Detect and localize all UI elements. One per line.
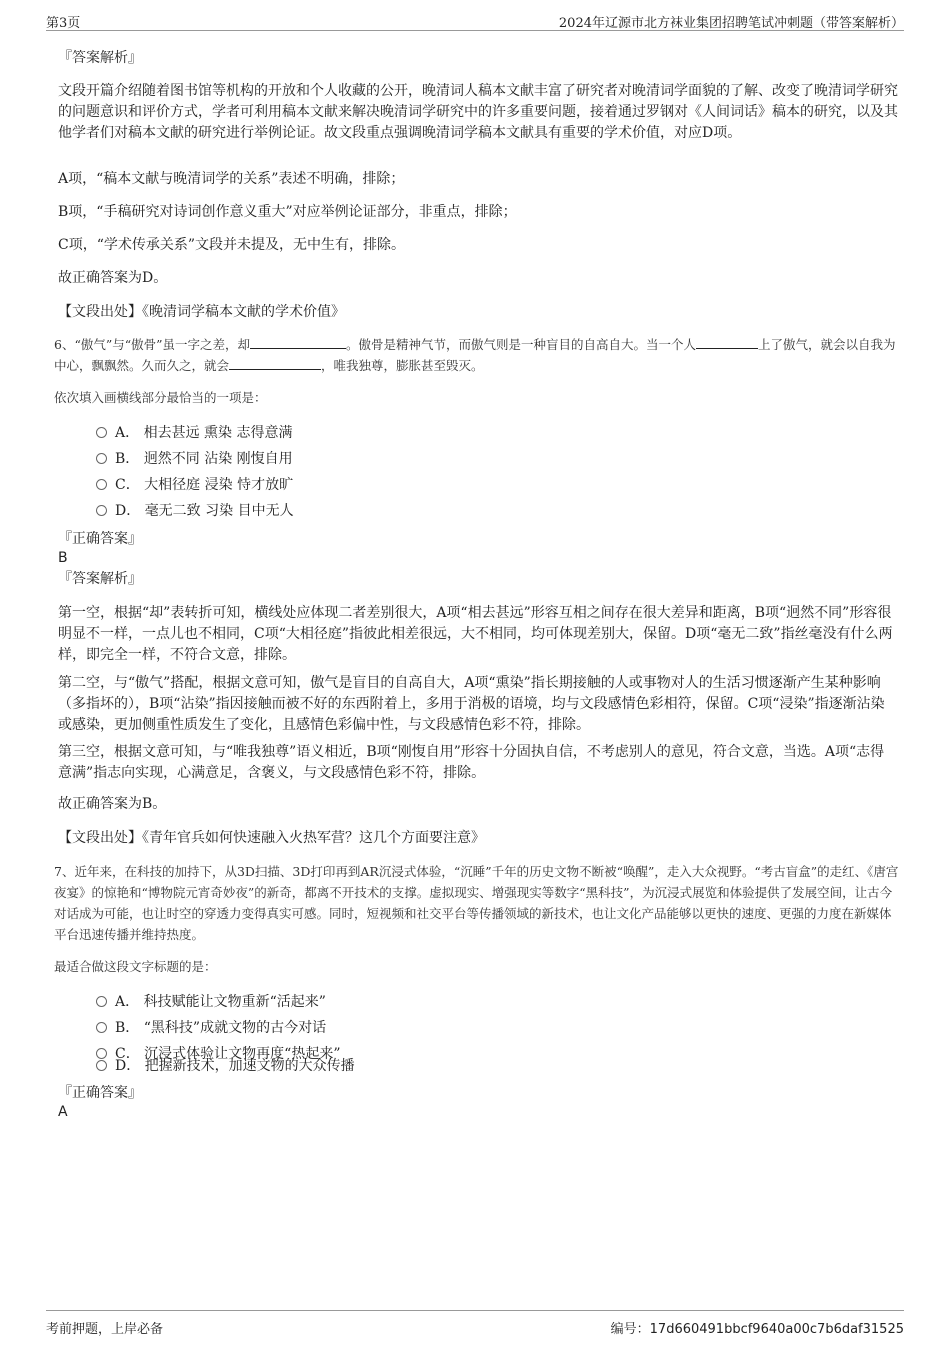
radio-icon[interactable] bbox=[96, 1022, 107, 1033]
q7-option-a[interactable]: A． 科技赋能让文物重新“活起来” bbox=[96, 992, 326, 1012]
q6-analysis-label: 『答案解析』 bbox=[58, 571, 142, 587]
q7-answer-label: 『正确答案』 bbox=[58, 1085, 142, 1101]
document-title: 2024年辽源市北方袜业集团招聘笔试冲刺题（带答案解析） bbox=[558, 16, 904, 31]
radio-icon[interactable] bbox=[96, 996, 107, 1007]
q7-option-b[interactable]: B． “黑科技”成就文物的古今对话 bbox=[96, 1018, 326, 1038]
q6-answer-label: 『正确答案』 bbox=[58, 531, 142, 547]
q6-analysis-1: 第一空，根据“却”表转折可知，横线处应体现二者差别很大，A项“相去甚远”形容互相之间存在很大差异和距离，B项“迥然不同”形容很明显不一样，一点儿也不相同，C项“大相径庭”指彼此相差很远，大不相同，均可体现差别大，保留。D项“毫无二致”指丝毫没有什么两样，即完全一样，不符合文意，排除。 bbox=[58, 605, 893, 663]
q5-analysis-label: 『答案解析』 bbox=[58, 50, 142, 66]
q6-conclusion: 故正确答案为B。 bbox=[58, 796, 167, 812]
q5-conclusion: 故正确答案为D。 bbox=[58, 270, 168, 286]
q5-analysis-c: C项，“学术传承关系”文段并未提及，无中生有，排除。 bbox=[58, 237, 406, 253]
radio-icon[interactable] bbox=[96, 505, 107, 516]
blank-1 bbox=[250, 334, 346, 349]
q5-analysis-text: 文段开篇介绍随着图书馆等机构的开放和个人收藏的公开，晚清词人稿本文献丰富了研究者对晚清词学面貌的了解、改变了晚清词学研究的问题意识和评价方式，学者可利用稿本文献来解决晚清词学研究中的许多重要问题，接着通过罗钢对《人间词话》稿本的研究，以及其他学者们对稿本文献的研究进行举例论证。故文段重点强调晚清词学稿本文献具有重要的学术价值，对应D项。 bbox=[58, 83, 898, 141]
radio-icon[interactable] bbox=[96, 1060, 107, 1071]
serial-number: 编号：17d660491bbcf9640a00c7b6daf31525 bbox=[610, 1322, 904, 1337]
page-footer bbox=[46, 1310, 904, 1345]
blank-2 bbox=[696, 334, 758, 349]
q7-option-d[interactable]: D． 把握新技术，加速文物的大众传播 bbox=[96, 1056, 355, 1076]
q6-analysis-3: 第三空，根据文意可知，与“唯我独尊”语义相近，B项“刚愎自用”形容十分固执自信，不考虑别人的意见，符合文意，当选。A项“志得意满”指志向实现，心满意足，含褒义，与文段感情色彩不符，排除。 bbox=[58, 744, 885, 781]
q6-option-d[interactable]: D． 毫无二致 习染 目中无人 bbox=[96, 501, 294, 521]
q7-answer: A bbox=[58, 1104, 68, 1120]
q5-source: 【文段出处】《晚清词学稿本文献的学术价值》 bbox=[58, 304, 345, 320]
q6-answer: B bbox=[58, 550, 68, 566]
q5-analysis-b: B项，“手稿研究对诗词创作意义重大”对应举例论证部分，非重点，排除； bbox=[58, 204, 517, 220]
radio-icon[interactable] bbox=[96, 453, 107, 464]
page-number: 第3页 bbox=[46, 16, 81, 31]
q7-stem: 7、近年来，在科技的加持下，从3D扫描、3D打印再到AR沉浸式体验，“沉睡”千年的历史文物不断被“唤醒”，走入大众视野。“考古盲盒”的走红、《唐宫夜宴》的惊艳和“博物院元宵奇妙夜”的新奇，都离不开技术的支撑。虚拟现实、增强现实等数字“黑科技”，为沉浸式展览和体验提供了发展空间，让古今对话成为可能，也让时空的穿透力变得真实可感。同时，短视频和社交平台等传播领域的新技术，也让文化产品能够以更快的速度、更强的力度在新媒体平台迅速传播并维持热度。 bbox=[54, 864, 899, 942]
q6-analysis-2: 第二空，与“傲气”搭配，根据文意可知，傲气是盲目的自高自大，A项“熏染”指长期接触的人或事物对人的生活习惯逐渐产生某种影响（多指坏的），B项“沾染”指因接触而被不好的东西附着上，多用于消极的语境，均与文段感情色彩相符，保留。C项“浸染”指逐渐沾染或感染，更加侧重性质发生了变化，且感情色彩偏中性，与文段感情色彩不符，排除。 bbox=[58, 675, 885, 733]
q7-option-c[interactable]: C． 沉浸式体验让文物再度“热起来” bbox=[96, 1044, 341, 1064]
q7-prompt: 最适合做这段文字标题的是： bbox=[54, 959, 217, 974]
q6-option-a[interactable]: A． 相去甚远 熏染 志得意满 bbox=[96, 423, 292, 443]
q6-source: 【文段出处】《青年官兵如何快速融入火热军营？这几个方面要注意》 bbox=[58, 830, 485, 846]
q6-stem: 6、“傲气”与“傲骨”虽一字之差，却 。傲骨是精神气节，而傲气则是一种盲目的自高自大。当一个人 上了傲气，就会以自我为中心，飘飘然。久而久之，就会 ，唯我独尊，膨胀甚至毁灭。 bbox=[54, 334, 900, 376]
blank-3 bbox=[229, 355, 321, 370]
radio-icon[interactable] bbox=[96, 479, 107, 490]
q5-analysis-a: A项，“稿本文献与晚清词学的关系”表述不明确，排除； bbox=[58, 171, 405, 187]
page-header bbox=[46, 0, 904, 31]
footer-slogan: 考前押题，上岸必备 bbox=[46, 1322, 164, 1337]
q6-option-b[interactable]: B． 迥然不同 沾染 刚愎自用 bbox=[96, 449, 293, 469]
q6-prompt: 依次填入画横线部分最恰当的一项是： bbox=[54, 390, 267, 405]
radio-icon[interactable] bbox=[96, 427, 107, 438]
q6-option-c[interactable]: C． 大相径庭 浸染 恃才放旷 bbox=[96, 475, 293, 495]
